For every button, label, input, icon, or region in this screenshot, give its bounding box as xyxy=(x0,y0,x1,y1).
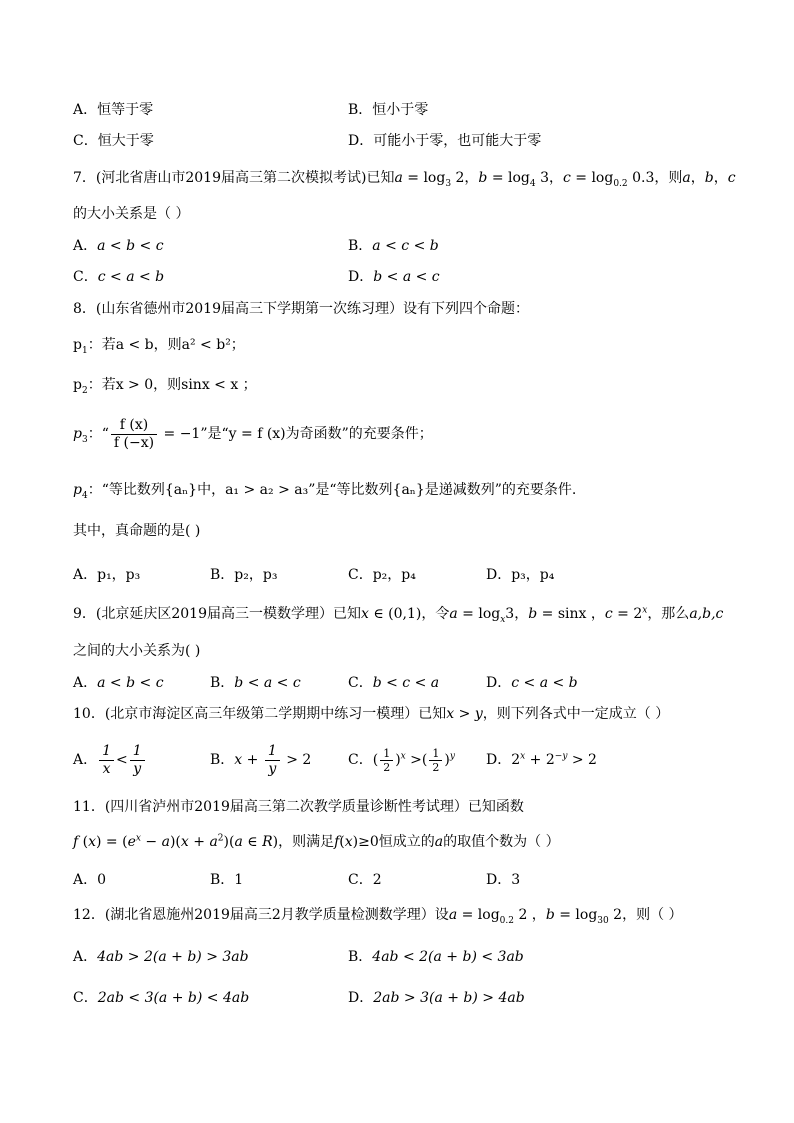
q8-option-b: B．p₂，p₃ xyxy=(210,567,278,583)
q10-option-d: D．$2^x + 2^{-y} > 2$ xyxy=(486,751,597,768)
q8-option-a: A．p₁，p₃ xyxy=(73,567,141,583)
q12-option-b: B．4ab < 2(a + b) < 3ab xyxy=(348,949,524,965)
q7-math-abc: a xyxy=(394,170,403,186)
q8-option-d: D．p₃，p₄ xyxy=(486,567,555,583)
q12-option-a: A．4ab > 2(a + b) > 3ab xyxy=(73,949,249,965)
q8-ask: 其中，真命题的是( ) xyxy=(73,523,201,539)
q6-option-a: A．恒等于零 xyxy=(73,102,154,118)
q8-p1: $p_1$：若a < b，则a² < b²； xyxy=(73,337,245,356)
q10-option-a: A． $\frac{1}{x}$ < $\frac{1}{y}$ xyxy=(73,738,147,782)
q8-option-c: C．p₂，p₄ xyxy=(348,567,416,583)
q11-option-b: B．1 xyxy=(210,872,244,888)
q10-option-c: C．( $\frac{1}{2}$ )$^x$ >( $\frac{1}{2}$ )$^y$ xyxy=(348,746,455,774)
q7-option-d: D．b < a < c xyxy=(348,269,440,285)
q8-p3-fraction: $\frac{f (x)}{f (-x)}$ xyxy=(111,417,157,452)
q11-stem: 11．(四川省泸州市2019届高三第二次教学质量诊断性考试理）已知函数 xyxy=(73,799,524,815)
q8-p2: $p_2$：若x > 0，则sinx < x ； xyxy=(73,377,257,396)
q6-option-d: D．可能小于零，也可能大于零 xyxy=(348,133,542,149)
q10-option-b: B．x + $\frac{1}{y}$ > 2 xyxy=(210,742,312,777)
q7-option-c: C．c < a < b xyxy=(73,269,165,285)
q10-stem: 10．(北京市海淀区高三年级第二学期期中练习一模理）已知x > y，则下列各式中一定成立（ ） xyxy=(73,706,670,722)
q9-option-c: C．b < c < a xyxy=(348,675,440,691)
q12-stem: 12．(湖北省恩施州2019届高三2月教学质量检测数学理）设$a = \log_{0.2} 2$ ，$b = \log_{30} 2$，则（ ） xyxy=(73,907,683,926)
q11-option-d: D．3 xyxy=(486,872,521,888)
q7-option-b: B．a < c < b xyxy=(348,238,439,254)
q7-option-a: A．a < b < c xyxy=(73,238,164,254)
q6-option-c: C．恒大于零 xyxy=(73,133,154,149)
q7-stem-line2: 的大小关系是（ ） xyxy=(73,206,190,222)
q12-option-d: D．2ab > 3(a + b) > 4ab xyxy=(348,990,525,1006)
q9-stem-line2: 之间的大小关系为( ) xyxy=(73,643,201,659)
q9-stem: 9．(北京延庆区2019届高三一模数学理）已知x ∈ (0,1)，令$a = \log_x3$，b = sinx ，$c = 2^x$，那么a,b,c xyxy=(73,605,724,625)
q6-option-b: B．恒小于零 xyxy=(348,102,429,118)
q11-stem-line2: f $(x) = (e^x - a)(x + a^2)(a$ ∈ R)，则满足f(x)≥0恒成立的a的取值个数为（ ） xyxy=(73,833,560,850)
q11-option-c: C．2 xyxy=(348,872,382,888)
q11-option-a: A．0 xyxy=(73,872,107,888)
q8-stem: 8．(山东省德州市2019届高三下学期第一次练习理）设有下列四个命题： xyxy=(73,301,529,317)
q9-option-d: D．c < a < b xyxy=(486,675,578,691)
q9-option-a: A．a < b < c xyxy=(73,675,164,691)
q12-option-c: C．2ab < 3(a + b) < 4ab xyxy=(73,990,250,1006)
q7-stem-text: 7．(河北省唐山市2019届高三第二次模拟考试)已知 xyxy=(73,170,395,186)
q8-p3: $p_3$：“ $\frac{f (x)}{f (-x)}$ = −1”是“y = f (x)为奇函数”的充要条件； xyxy=(73,416,433,451)
q7-stem: 7．(河北省唐山市2019届高三第二次模拟考试)已知$a = \log_3 2$，$b = \log_4 3$，$c = \log_{0.2} 0.3$，则a，b，c xyxy=(73,170,736,189)
q8-p4: $p_4$：“等比数列{aₙ}中，a₁ > a₂ > a₃”是“等比数列{aₙ}是递减数列”的充要条件. xyxy=(73,482,577,501)
q9-option-b: B．b < a < c xyxy=(210,675,301,691)
